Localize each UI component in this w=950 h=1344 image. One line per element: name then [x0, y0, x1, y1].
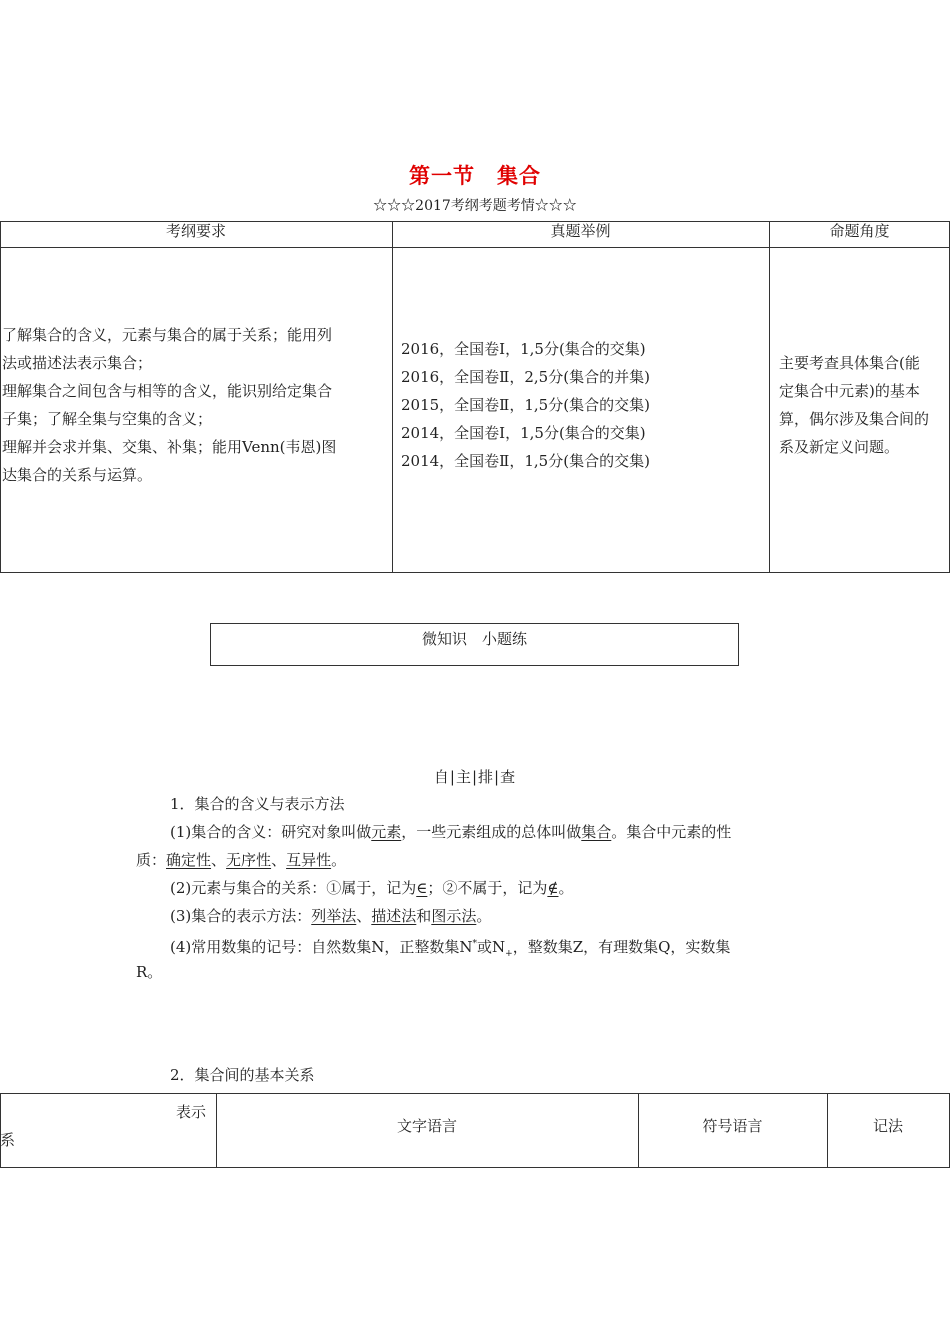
answer-blank: 描述法: [371, 907, 417, 925]
superscript: *: [472, 939, 477, 949]
examples-cell: [401, 335, 650, 475]
header-notation: 记法: [872, 1117, 903, 1135]
answer-blank: 无序性: [226, 851, 272, 869]
angle-cell: [779, 349, 949, 461]
text: ，整数集Z，有理数集Q，实数集: [512, 938, 731, 956]
requirement-line: 理解集合之间包含与相等的含义，能识别给定集合: [2, 382, 333, 400]
text: (4)常用数集的记号：自然数集N，正整数集N: [170, 938, 473, 956]
section-2-heading: 2．集合间的基本关系: [170, 1066, 315, 1084]
text: 或N: [477, 938, 506, 956]
text: 。: [558, 879, 574, 897]
paragraph-1-line-2: [136, 846, 346, 874]
text: (2)元素与集合的关系：①属于，记为: [170, 879, 417, 897]
example-line: 2016，全国卷Ⅰ，1,5分(集合的交集): [401, 340, 646, 358]
requirement-line: 法或描述法表示集合；: [2, 354, 153, 372]
header-angle: 命题角度: [829, 222, 890, 240]
text: 、: [271, 851, 287, 869]
requirement-line: 达集合的关系与运算。: [2, 466, 153, 484]
answer-blank: 列举法: [311, 907, 357, 925]
table-col-divider: [769, 221, 770, 573]
table-col-divider: [392, 221, 393, 573]
requirement-line: 了解集合的含义，元素与集合的属于关系；能用列: [2, 326, 333, 344]
table-border-bottom: [0, 572, 950, 573]
requirement-line: 子集；了解全集与空集的含义；: [2, 410, 213, 428]
example-line: 2015，全国卷Ⅱ，1,5分(集合的交集): [401, 396, 650, 414]
example-line: 2014，全国卷Ⅰ，1,5分(集合的交集): [401, 424, 646, 442]
table-header-divider: [0, 247, 950, 248]
answer-blank: 互异性: [286, 851, 332, 869]
table-border-bottom: [0, 1167, 950, 1168]
angle-line: 算，偶尔涉及集合间的: [779, 410, 930, 428]
text: 。: [476, 907, 492, 925]
subscript: +: [505, 949, 513, 959]
table-border-left: [0, 221, 1, 573]
table-border-top: [0, 1093, 950, 1094]
text: ，一些元素组成的总体叫做: [401, 823, 582, 841]
text: 、: [356, 907, 372, 925]
paragraph-3: [170, 902, 491, 930]
text: 、: [211, 851, 227, 869]
answer-blank: ∈: [416, 879, 428, 897]
text: 质：: [136, 851, 167, 869]
paragraph-1-line-1: [170, 818, 731, 846]
paragraph-2: [170, 874, 574, 902]
text: 。: [331, 851, 347, 869]
requirement-line: 理解并会求并集、交集、补集；能用Venn(韦恩)图: [2, 438, 337, 456]
requirements-cell: [2, 321, 390, 489]
section-label: 自|主|排|查: [433, 768, 517, 786]
page-title: 第一节 集合: [409, 164, 541, 188]
example-line: 2014，全国卷Ⅱ，1,5分(集合的交集): [401, 452, 650, 470]
section-1-heading: 1．集合的含义与表示方法: [170, 795, 345, 813]
section-box-label: 微知识 小题练: [210, 623, 739, 666]
answer-blank: 元素: [371, 823, 402, 841]
paragraph-4-line-1: [170, 930, 730, 968]
answer-blank: ∉: [547, 879, 559, 897]
text: ；②不属于，记为: [427, 879, 548, 897]
text: (3)集合的表示方法：: [170, 907, 312, 925]
paragraph-4-line-2: R。: [136, 963, 163, 981]
header-relation-top: 表示: [176, 1103, 207, 1121]
angle-line: 定集合中元素)的基本: [779, 382, 920, 400]
answer-blank: 确定性: [166, 851, 212, 869]
header-relation-bottom: 系: [0, 1131, 16, 1149]
answer-blank: 集合: [581, 823, 612, 841]
angle-line: 系及新定义问题。: [779, 438, 900, 456]
header-examples: 真题举例: [550, 222, 611, 240]
example-line: 2016，全国卷Ⅱ，2,5分(集合的并集): [401, 368, 650, 386]
text: 。集合中元素的性: [611, 823, 732, 841]
answer-blank: 图示法: [431, 907, 477, 925]
text: (1)集合的含义：研究对象叫做: [170, 823, 372, 841]
text: 和: [416, 907, 432, 925]
angle-line: 主要考查具体集合(能: [779, 354, 920, 372]
exam-info-subtitle: ☆☆☆2017考纲考题考情☆☆☆: [373, 198, 577, 214]
header-requirements: 考纲要求: [165, 222, 226, 240]
header-symbol-language: 符号语言: [702, 1117, 763, 1135]
header-text-language: 文字语言: [396, 1117, 457, 1135]
